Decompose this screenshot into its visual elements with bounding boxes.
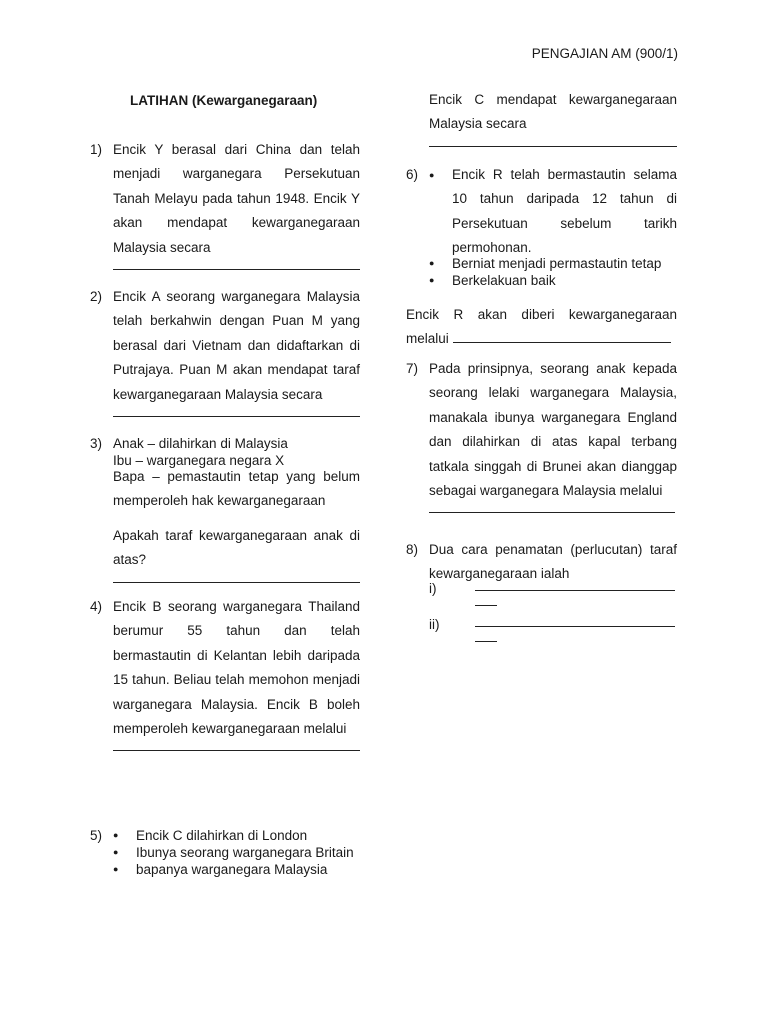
fact-item: ● Berniat menjadi permastautin tetap [429, 255, 677, 272]
question-text: Encik A seorang warganegara Malaysia telah berkahwin dengan Puan M yang berasal dari Vietnam dan didaftarkan di Putrajaya. Puan M akan mendapat taraf kewarganegaraan Malaysia secara [113, 289, 360, 402]
question-number: 1) [90, 142, 103, 157]
answer-line-tail[interactable] [475, 591, 497, 606]
mother-info: Ibu – warganegara negara X [113, 453, 285, 468]
question-number: 3) [90, 436, 103, 451]
question-number: 6) [406, 167, 419, 182]
answer-item-2 [429, 616, 677, 642]
answer-line[interactable] [429, 512, 675, 513]
child-info: Anak – dilahirkan di Malaysia [113, 436, 288, 451]
fact-item: ● bapanya warganegara Malaysia [113, 861, 360, 878]
question-text: Encik B seorang warganegara Thailand berumur 55 tahun dan telah bermastautin di Kelantan lebih daripada 15 tahun. Beliau telah memohon menjadi warganegara Malaysia. Encik B boleh memperoleh kewarganegaraan melalui [113, 599, 360, 737]
answer-line-tail[interactable] [475, 627, 497, 642]
answer-line[interactable] [475, 580, 675, 591]
question-number: 2) [90, 289, 103, 304]
question-2 [90, 285, 360, 417]
fact-list [113, 827, 360, 878]
question-4 [90, 595, 360, 751]
fact-list [429, 163, 677, 289]
item-label: ii) [429, 617, 440, 632]
question-5-continued [406, 88, 677, 147]
question-text: Encik Y berasal dari China dan telah menjadi warganegara Persekutuan Tanah Melayu pada tahun 1948. Encik Y akan mendapat kewarganegaraan Malaysia secara [113, 142, 360, 255]
question-7 [406, 357, 677, 513]
question-number: 5) [90, 828, 103, 843]
answer-line[interactable] [113, 582, 360, 583]
father-info: Bapa – pemastautin tetap yang belum memperoleh hak kewarganegaraan [113, 469, 360, 509]
subject-header: PENGAJIAN AM (900/1) [531, 46, 678, 61]
answer-line[interactable] [429, 146, 677, 147]
question-text: Apakah taraf kewarganegaraan anak di atas? [113, 527, 360, 568]
answer-line[interactable] [453, 330, 671, 343]
answer-item-1 [429, 580, 677, 606]
question-8 [406, 538, 677, 642]
fact-item: ● Ibunya seorang warganegara Britain [113, 844, 360, 861]
question-number: 7) [406, 361, 419, 376]
fact-item: ● Encik R telah bermastautin selama 10 tahun daripada 12 tahun di Persekutuan sebelum tarikh permohonan. [429, 163, 677, 261]
question-text: Encik C mendapat kewarganegaraan Malaysia secara [429, 92, 677, 132]
question-number: 8) [406, 542, 419, 557]
question-3 [90, 435, 360, 583]
question-text-part: Encik R akan diberi kewarganegaraan melalui [406, 306, 677, 347]
answer-line[interactable] [475, 616, 675, 627]
answer-line[interactable] [113, 750, 360, 751]
answer-line[interactable] [113, 416, 360, 417]
question-text: Dua cara penamatan (perlucutan) taraf kewarganegaraan ialah [429, 542, 677, 581]
question-5 [90, 827, 360, 878]
question-6 [406, 163, 677, 351]
worksheet-title: LATIHAN (Kewarganegaraan) [130, 93, 318, 108]
answer-line[interactable] [113, 269, 360, 270]
fact-item: ● Encik C dilahirkan di London [113, 827, 360, 844]
question-1 [90, 138, 360, 270]
item-label: i) [429, 581, 437, 596]
fact-item: ● Berkelakuan baik [429, 272, 677, 289]
question-number: 4) [90, 599, 103, 614]
question-text: Pada prinsipnya, seorang anak kepada seorang lelaki warganegara Malaysia, manakala ibunya warganegara England dan dilahirkan di atas kapal terbang tatkala singgah di Brunei akan dianggap sebagai warganegara Malaysia melalui [429, 361, 677, 499]
question-text [406, 303, 677, 352]
